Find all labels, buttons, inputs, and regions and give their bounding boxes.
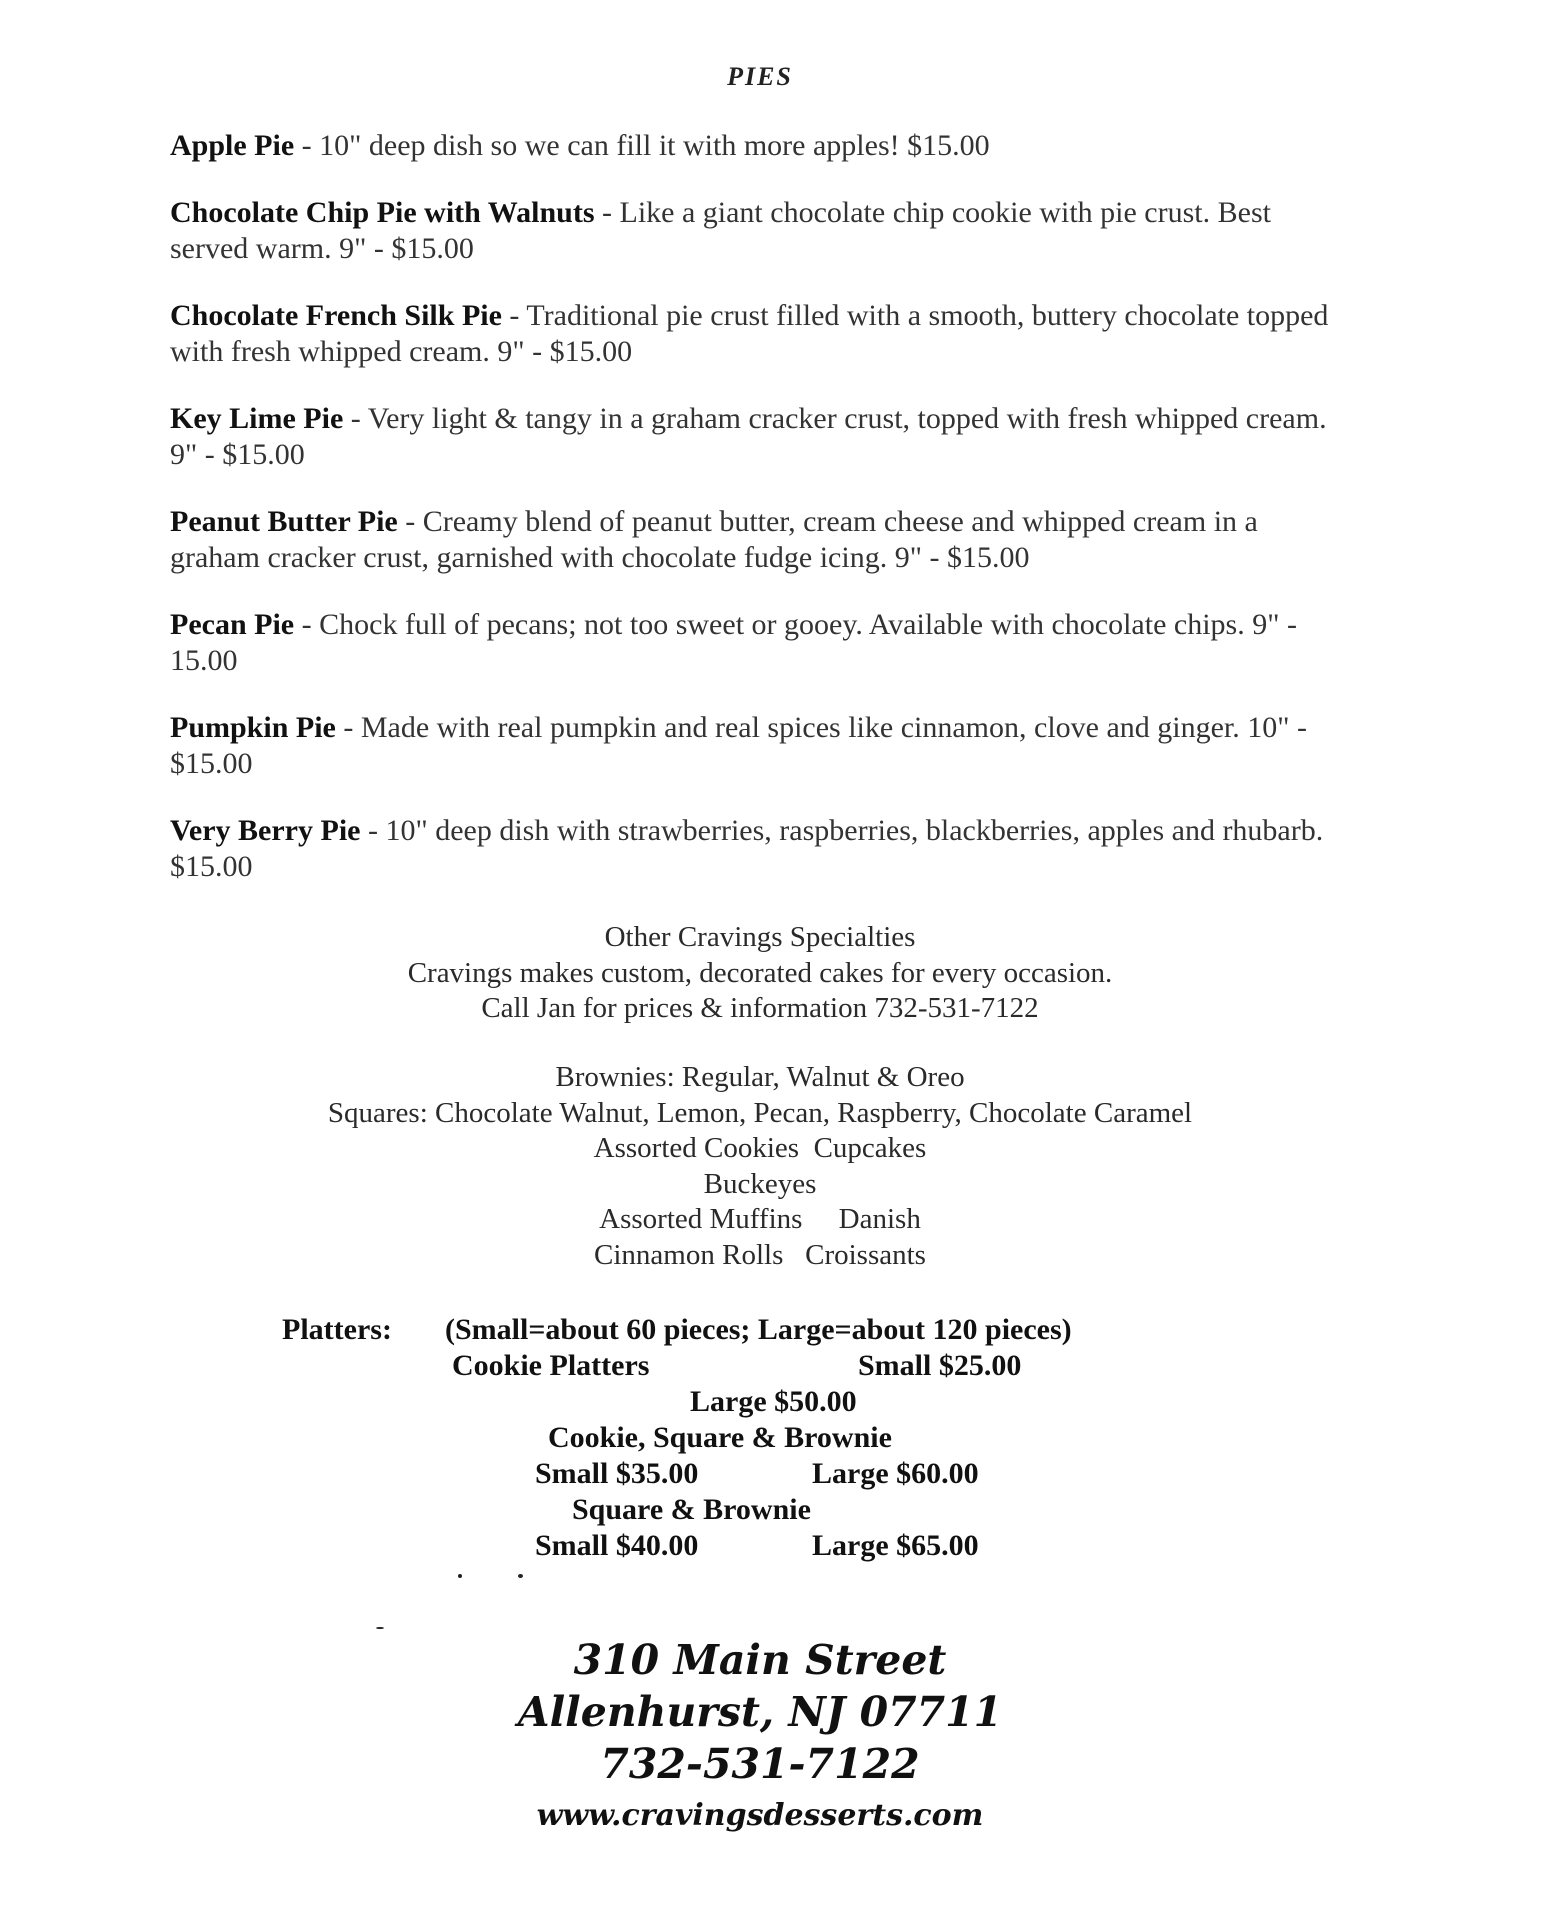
pie-description: - Creamy blend of peanut butter, cream cheese and whipped cream in a graham cracker crust, garnished with chocolate fudge icing. 9" - $15.00 [170, 505, 1258, 574]
pie-description: - 10" deep dish so we can fill it with more apples! $15.00 [294, 129, 990, 162]
pie-name: Apple Pie [170, 129, 295, 162]
cookie-platters-large-price: Large $50.00 [690, 1385, 857, 1418]
pie-description: - Very light & tangy in a graham cracker crust, topped with fresh whipped cream. 9" - $15.00 [170, 402, 1327, 471]
pie-item [170, 401, 1340, 473]
cookie-square-brownie-small-price: Small $35.00 [535, 1457, 699, 1490]
baked-goods-section [0, 1060, 1520, 1273]
pie-list [170, 128, 1340, 916]
cookie-platters-title: Cookie Platters [452, 1349, 650, 1382]
custom-cakes-text: Cravings makes custom, decorated cakes for every occasion. [407, 956, 1113, 989]
contact-block [0, 1634, 1520, 1836]
rolls-croissants-text: Cinnamon Rolls Croissants [594, 1238, 926, 1271]
phone-number: 732-531-7122 [600, 1740, 920, 1788]
pie-item [170, 607, 1340, 679]
muffins-danish-text: Assorted Muffins Danish [599, 1203, 921, 1235]
pie-name: Chocolate French Silk Pie [170, 299, 502, 332]
specialties-section [0, 920, 1520, 1027]
pie-name: Pecan Pie [170, 608, 295, 641]
street-address: 310 Main Street [573, 1636, 947, 1684]
square-brownie-small-price: Small $40.00 [535, 1529, 699, 1562]
square-brownie-large-price: Large $65.00 [812, 1529, 979, 1562]
platters-label: Platters: [282, 1313, 392, 1346]
scan-speck [518, 1574, 523, 1578]
pie-item [170, 813, 1340, 885]
call-info-text: Call Jan for prices & information 732-531-7122 [481, 992, 1039, 1024]
pie-name: Key Lime Pie [170, 402, 344, 435]
squares-text: Squares: Chocolate Walnut, Lemon, Pecan, Raspberry, Chocolate Caramel [327, 1096, 1193, 1129]
pie-item [170, 128, 1340, 164]
pie-description: - Chock full of pecans; not too sweet or gooey. Available with chocolate chips. 9" - 15.00 [170, 608, 1297, 677]
platters-sizes-note: (Small=about 60 pieces; Large=about 120 pieces) [445, 1313, 1072, 1346]
scan-speck [458, 1574, 462, 1578]
square-brownie-title: Square & Brownie [572, 1493, 811, 1526]
page-title: PIES [727, 62, 793, 91]
cookie-platters-small-price: Small $25.00 [858, 1349, 1022, 1382]
cookie-square-brownie-title: Cookie, Square & Brownie [548, 1421, 892, 1454]
city-state-zip: Allenhurst, NJ 07711 [517, 1688, 1003, 1736]
pie-description: - Like a giant chocolate chip cookie with pie crust. Best served warm. 9" - $15.00 [170, 196, 1271, 265]
buckeyes-text: Buckeyes [703, 1167, 817, 1200]
pie-name: Peanut Butter Pie [170, 505, 398, 538]
pie-description: - Made with real pumpkin and real spices like cinnamon, clove and ginger. 10" - $15.00 [170, 711, 1308, 780]
pie-item [170, 195, 1340, 267]
pie-name: Pumpkin Pie [170, 711, 336, 744]
website-link[interactable]: www.cravingsdesserts.com [536, 1798, 984, 1833]
cookies-cupcakes-text: Assorted Cookies Cupcakes [593, 1132, 927, 1164]
pie-name: Very Berry Pie [170, 814, 361, 847]
pie-item [170, 298, 1340, 370]
brownies-text: Brownies: Regular, Walnut & Oreo [555, 1061, 965, 1093]
pie-description: - Traditional pie crust filled with a smooth, buttery chocolate topped with fresh whipped cream. 9" - $15.00 [170, 299, 1329, 368]
specialties-heading: Other Cravings Specialties [604, 921, 916, 953]
scan-speck [376, 1627, 384, 1629]
pie-item [170, 504, 1340, 576]
pie-item [170, 710, 1340, 782]
pie-description: - 10" deep dish with strawberries, raspberries, blackberries, apples and rhubarb. $15.00 [170, 814, 1324, 883]
pie-name: Chocolate Chip Pie with Walnuts [170, 196, 595, 229]
cookie-square-brownie-large-price: Large $60.00 [812, 1457, 979, 1490]
